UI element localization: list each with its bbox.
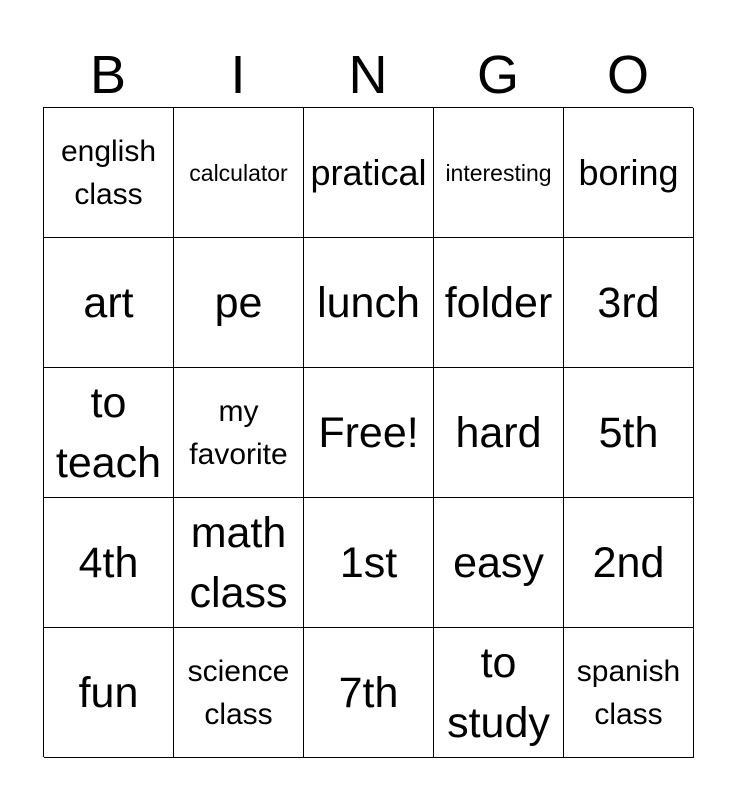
bingo-cell[interactable]: art	[44, 238, 174, 368]
bingo-cell[interactable]: interesting	[434, 108, 564, 238]
bingo-cell[interactable]: calculator	[174, 108, 304, 238]
bingo-cell[interactable]: folder	[434, 238, 564, 368]
header-letter-g: G	[476, 45, 519, 105]
bingo-cell[interactable]: lunch	[304, 238, 434, 368]
bingo-cell[interactable]: 3rd	[564, 238, 694, 368]
bingo-cell[interactable]: boring	[564, 108, 694, 238]
bingo-cell[interactable]: fun	[44, 628, 174, 758]
bingo-header	[43, 42, 693, 108]
header-letter-b: B	[89, 45, 127, 105]
bingo-cell[interactable]: science class	[174, 628, 304, 758]
bingo-cell[interactable]: 5th	[564, 368, 694, 498]
bingo-free-space[interactable]: Free!	[304, 368, 434, 498]
bingo-cell[interactable]: math class	[174, 498, 304, 628]
bingo-cell[interactable]: hard	[434, 368, 564, 498]
bingo-cell[interactable]: pe	[174, 238, 304, 368]
bingo-cell[interactable]: pratical	[304, 108, 434, 238]
bingo-cell[interactable]: english class	[44, 108, 174, 238]
header-letter-n: N	[348, 45, 388, 105]
bingo-card-grid	[43, 107, 693, 757]
bingo-cell[interactable]: my favorite	[174, 368, 304, 498]
bingo-cell[interactable]: to teach	[44, 368, 174, 498]
bingo-cell[interactable]: 4th	[44, 498, 174, 628]
header-letter-o: O	[606, 45, 649, 105]
bingo-cell[interactable]: spanish class	[564, 628, 694, 758]
bingo-cell[interactable]: easy	[434, 498, 564, 628]
bingo-cell[interactable]: 2nd	[564, 498, 694, 628]
bingo-cell[interactable]: to study	[434, 628, 564, 758]
bingo-cell[interactable]: 1st	[304, 498, 434, 628]
bingo-cell[interactable]: 7th	[304, 628, 434, 758]
header-letter-i: I	[230, 45, 246, 105]
